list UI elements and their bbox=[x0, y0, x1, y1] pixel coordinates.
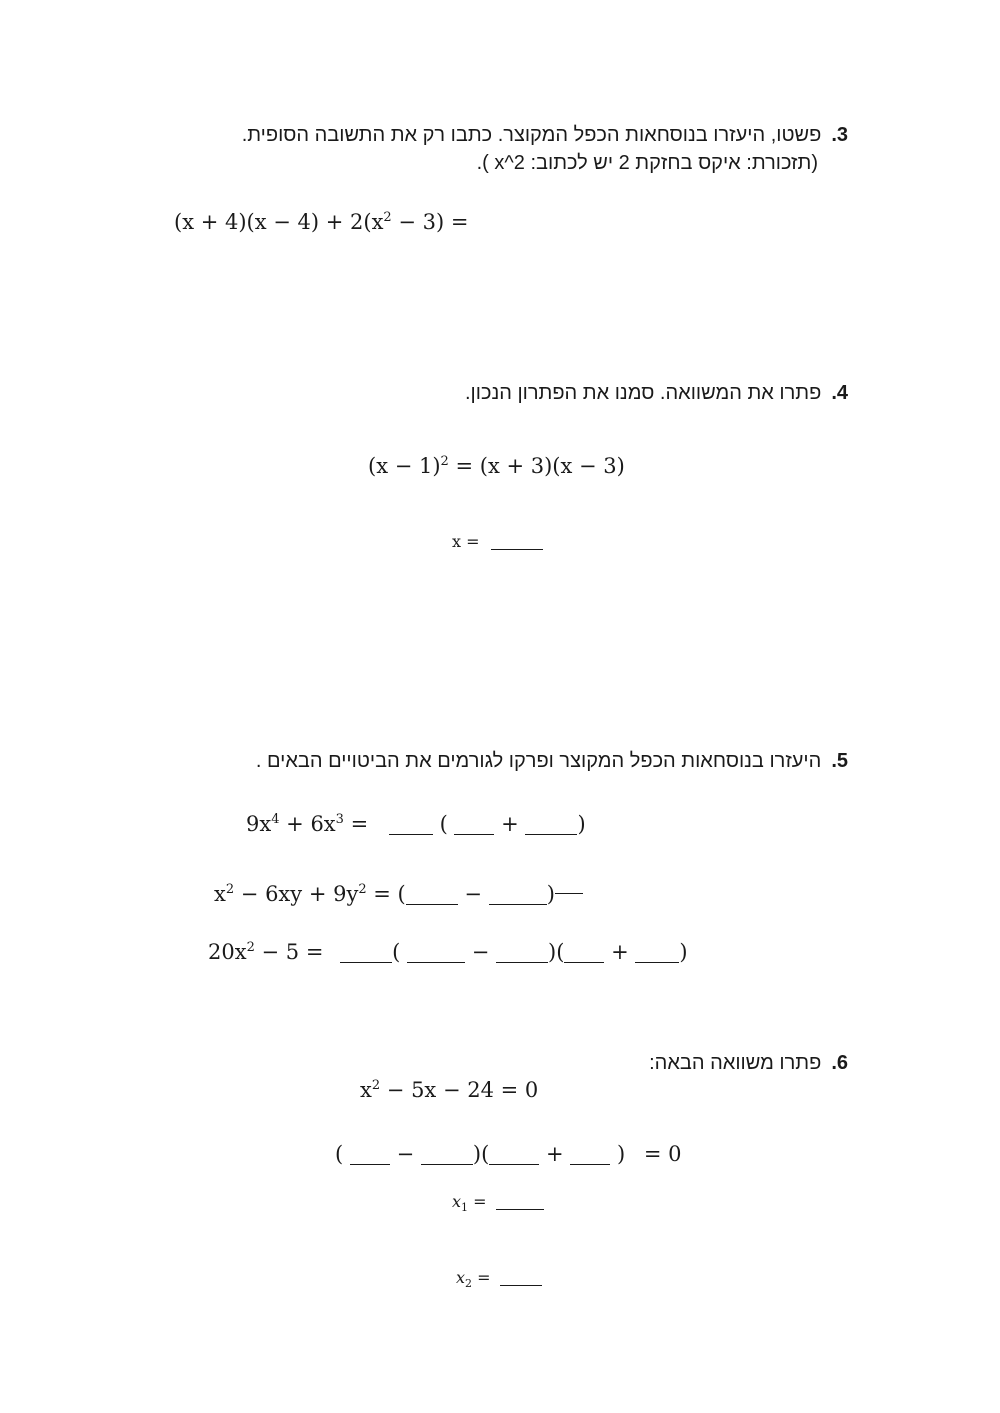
q6-factor-close-paren: ) bbox=[616, 1142, 626, 1166]
q6-x1-label: x bbox=[452, 1192, 462, 1211]
q5-line3-exp1: 2 bbox=[246, 940, 255, 955]
q6-factor-middle-parens: )( bbox=[472, 1142, 490, 1166]
q6-factor-line bbox=[335, 1142, 681, 1166]
q5-line3-minus: − bbox=[471, 940, 490, 964]
q4-answer bbox=[452, 532, 543, 551]
q5-line3-close-paren: ) bbox=[679, 940, 688, 964]
q5-line2-blank-1[interactable] bbox=[406, 884, 458, 905]
q5-line3-blank-3[interactable] bbox=[496, 942, 548, 963]
q6-equation-exponent: 2 bbox=[371, 1078, 381, 1093]
q4-equation-part-a: (x − 1) bbox=[368, 454, 441, 478]
q5-line2-exp1: 2 bbox=[225, 882, 235, 897]
q6-x1-answer bbox=[452, 1192, 544, 1215]
q4-number: 4. bbox=[831, 382, 848, 404]
q5-line1-open-paren: ( bbox=[439, 812, 448, 836]
q6-x2-answer bbox=[456, 1268, 542, 1291]
q5-line1-plus: + bbox=[501, 812, 519, 836]
q5-line1-exp1: 4 bbox=[271, 812, 280, 827]
q6-x2-blank[interactable] bbox=[500, 1270, 542, 1286]
q3-expression bbox=[174, 210, 468, 234]
q5-line3-term1: 20x bbox=[208, 940, 247, 964]
q6-number: 6. bbox=[831, 1052, 848, 1074]
q5-line3-blank-4[interactable] bbox=[564, 942, 604, 963]
q5-line3-plus: + bbox=[611, 940, 629, 964]
q5-line3-open-paren: ( bbox=[392, 940, 401, 964]
q5-line1-close-paren: ) bbox=[577, 812, 586, 836]
q5-number: 5. bbox=[831, 750, 848, 772]
q6-x1-subscript: 1 bbox=[461, 1201, 469, 1215]
q5-line2-close-paren: ) bbox=[546, 882, 555, 906]
q6-factor-blank-4[interactable] bbox=[570, 1144, 610, 1165]
q6-factor-equals-zero: = 0 bbox=[643, 1142, 682, 1166]
q5-line1-term1: 9x bbox=[246, 812, 272, 836]
q6-factor-plus: + bbox=[545, 1142, 564, 1166]
q6-instruction-text: פתרו משוואה הבאה: bbox=[649, 1052, 822, 1074]
q5-line2-equals: = ( bbox=[366, 882, 406, 906]
q5-instruction bbox=[256, 750, 848, 773]
q5-line1-blank-1[interactable] bbox=[389, 814, 433, 835]
q3-hint: (תזכורת: איקס בחזקת 2 יש לכתוב: x^2 ). bbox=[476, 152, 818, 174]
q5-line2-minus: − bbox=[464, 882, 483, 906]
q5-line2 bbox=[214, 882, 583, 906]
q6-instruction bbox=[649, 1052, 848, 1075]
q5-line3-middle-parens: )( bbox=[548, 940, 565, 964]
q5-line1 bbox=[246, 812, 586, 836]
q5-line1-equals: = bbox=[343, 812, 369, 836]
q5-line1-term2: + 6x bbox=[279, 812, 336, 836]
q5-line1-blank-2[interactable] bbox=[454, 814, 494, 835]
q6-factor-minus: − bbox=[396, 1142, 415, 1166]
q6-factor-blank-3[interactable] bbox=[489, 1144, 539, 1165]
q5-line3-blank-5[interactable] bbox=[635, 942, 679, 963]
q4-equation-part-b: = (x + 3)(x − 3) bbox=[448, 454, 625, 478]
q5-line2-blank-3[interactable] bbox=[555, 893, 583, 894]
q3-number: 3. bbox=[831, 124, 848, 146]
q6-x2-subscript: 2 bbox=[465, 1277, 473, 1291]
q4-instruction bbox=[465, 382, 848, 405]
q3-expression-part-b: − 3) = bbox=[391, 210, 469, 234]
q4-answer-blank[interactable] bbox=[491, 534, 543, 550]
q5-line1-exp2: 3 bbox=[335, 812, 344, 827]
q5-line3-blank-2[interactable] bbox=[407, 942, 465, 963]
q4-equation-exponent: 2 bbox=[440, 454, 449, 469]
q4-answer-label: x = bbox=[452, 532, 480, 551]
q5-line2-exp2: 2 bbox=[358, 882, 367, 897]
q3-expression-part-a: (x + 4)(x − 4) + 2(x bbox=[174, 210, 384, 234]
q6-x1-equals: = bbox=[473, 1192, 487, 1211]
q6-factor-blank-1[interactable] bbox=[350, 1144, 390, 1165]
q3-expression-exponent: 2 bbox=[383, 210, 392, 225]
q5-line2-blank-2[interactable] bbox=[489, 884, 547, 905]
q6-x1-blank[interactable] bbox=[496, 1194, 544, 1210]
q4-equation bbox=[368, 454, 625, 478]
q6-x2-equals: = bbox=[477, 1268, 491, 1287]
q3-instruction-text: פשטו, היעזרו בנוסחאות הכפל המקוצר. כתבו רק את התשובה הסופית. bbox=[241, 124, 822, 146]
q6-equation-term: x bbox=[360, 1078, 372, 1102]
q5-line3-blank-1[interactable] bbox=[340, 942, 392, 963]
q5-line2-term2: − 6xy + 9y bbox=[234, 882, 359, 906]
q6-factor-blank-2[interactable] bbox=[421, 1144, 473, 1165]
q4-instruction-text: פתרו את המשוואה. סמנו את הפתרון הנכון. bbox=[465, 382, 822, 404]
q5-instruction-text: היעזרו בנוסחאות הכפל המקוצר ופרקו לגורמים את הביטויים הבאים . bbox=[255, 750, 822, 772]
q5-line3 bbox=[208, 940, 688, 964]
q5-line3-term2: − 5 = bbox=[254, 940, 324, 964]
q6-x2-label: x bbox=[456, 1268, 466, 1287]
q6-equation-rest: − 5x − 24 = 0 bbox=[380, 1078, 539, 1102]
q5-line1-blank-3[interactable] bbox=[525, 814, 577, 835]
q6-factor-open-paren: ( bbox=[335, 1142, 344, 1166]
q5-line2-term1: x bbox=[214, 882, 226, 906]
q3-instruction bbox=[242, 124, 848, 147]
q6-equation bbox=[360, 1078, 538, 1102]
